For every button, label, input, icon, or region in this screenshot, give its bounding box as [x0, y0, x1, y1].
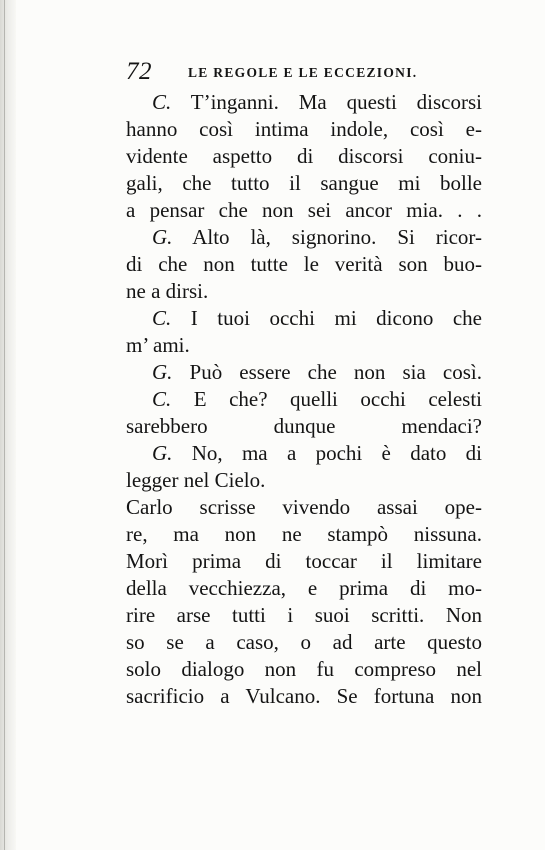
line-text: hanno così intima indole, così e- [126, 117, 482, 141]
speaker-label: G. [152, 441, 173, 465]
line-text: rire arse tutti i suoi scritti. Non [126, 603, 482, 627]
text-line [152, 224, 482, 250]
line-text: T’inganni. Ma questi discorsi [171, 90, 482, 114]
running-head [126, 58, 496, 88]
line-text: No, ma a pochi è dato di [172, 441, 482, 465]
text-line [152, 305, 482, 331]
text-line [126, 251, 482, 277]
text-line [152, 359, 482, 385]
line-text: so se a caso, o ad arte questo [126, 630, 482, 654]
line-text: I tuoi occhi mi dicono che [171, 306, 482, 330]
line-text: Morì prima di toccar il limitare [126, 549, 482, 573]
line-text: solo dialogo non fu compreso nel [126, 657, 482, 681]
page-number: 72 [126, 58, 152, 85]
speaker-label: C. [152, 306, 172, 330]
speaker-label: C. [152, 90, 172, 114]
line-text: di che non tutte le verità son buo- [126, 252, 482, 276]
binding-shadow-line [4, 0, 5, 850]
line-text: Alto là, signorino. Si ricor- [172, 225, 482, 249]
text-line [126, 602, 482, 628]
line-text: vidente aspetto di discorsi coniu- [126, 144, 482, 168]
text-line [152, 386, 482, 412]
text-line [126, 683, 482, 709]
line-text: Può essere che non sia così. [172, 360, 482, 384]
text-line [126, 629, 482, 655]
line-text: m’ ami. [126, 333, 190, 357]
speaker-label: G. [152, 360, 173, 384]
speaker-label: C. [152, 387, 172, 411]
speaker-label: G. [152, 225, 173, 249]
line-text: legger nel Cielo. [126, 468, 266, 492]
text-line [126, 656, 482, 682]
line-text: Carlo scrisse vivendo assai ope- [126, 495, 482, 519]
text-line [126, 575, 482, 601]
line-text: ne a dirsi. [126, 279, 209, 303]
text-line [126, 494, 482, 520]
text-line [126, 278, 208, 304]
line-text: E che? quelli occhi celesti [171, 387, 482, 411]
text-line [126, 116, 482, 142]
line-text: sarebbero dunque mendaci? [126, 414, 482, 438]
line-text: gali, che tutto il sangue mi bolle [126, 171, 482, 195]
running-head-title: LE REGOLE E LE ECCEZIONI. [188, 65, 418, 80]
text-line [152, 440, 482, 466]
line-text: della vecchiezza, e prima di mo- [126, 576, 482, 600]
text-line [126, 467, 265, 493]
text-line [126, 413, 482, 439]
line-text: sacrificio a Vulcano. Se fortuna non [126, 684, 482, 708]
text-line [152, 89, 482, 115]
line-text: re, ma non ne stampò nissuna. [126, 522, 482, 546]
text-line [126, 170, 482, 196]
binding-edge [0, 0, 16, 850]
text-line [126, 143, 482, 169]
line-text: a pensar che non sei ancor mia. . . [126, 198, 482, 222]
text-line [126, 197, 482, 223]
text-line [126, 332, 190, 358]
text-line [126, 521, 482, 547]
text-line [126, 548, 482, 574]
